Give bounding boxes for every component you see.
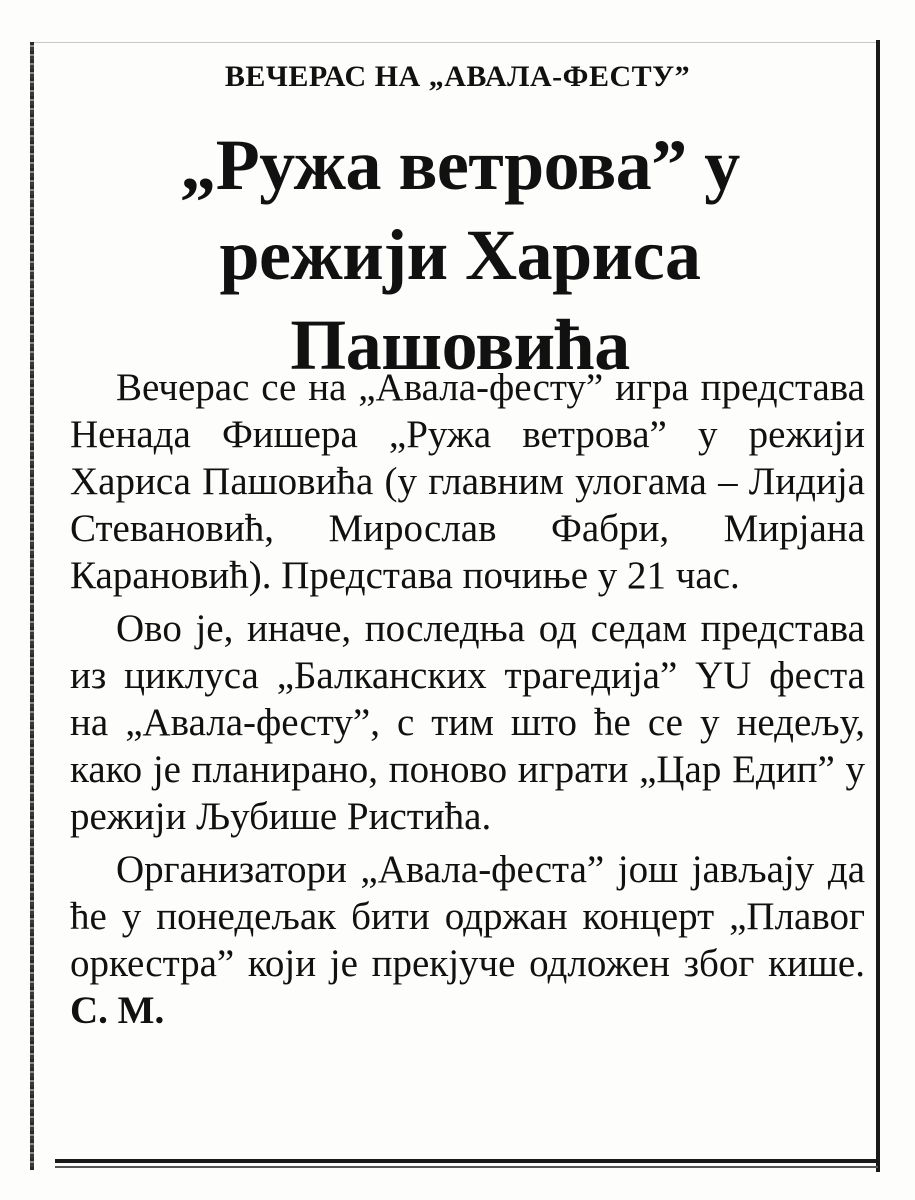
author-signature: С. М. bbox=[70, 989, 165, 1032]
clipping-bottom-rule-thin bbox=[55, 1166, 878, 1168]
article-paragraph-1: Вечерас се на „Авала-фесту” игра представа Ненада Фишера „Ружа ветрова” у режији Хариса Пашовића (у главним улогама – Лидија Стевановић, Мирослав Фабри, Мирјана Карановић). Представа почиње у 21 час. bbox=[70, 366, 865, 597]
article-kicker: ВЕЧЕРАС НА „АВАЛА-ФЕСТУ” bbox=[224, 60, 691, 93]
clipping-bottom-rule bbox=[55, 1159, 878, 1163]
article-paragraph-2: Ово је, иначе, последња од седам представа из циклуса „Балканских трагедија” YU феста на „Авала-фесту”, с тим што ће се у недељу, како је планирано, поново играти „Цар Едип” у режији Љубише Ристића. bbox=[70, 607, 865, 838]
article-paragraph-3-text: Организатори „Авала-феста” још јављају да ће у понедељак бити одржан концерт „Плавог оркестра” који је прекјуче одложен због кише. bbox=[70, 848, 865, 985]
article-body bbox=[70, 364, 865, 1034]
clipping-left-edge bbox=[30, 42, 34, 1170]
article-headline: „Ружа ветрова” у режији Хариса Пашовића bbox=[180, 125, 740, 385]
clipping-right-rule bbox=[876, 40, 880, 1172]
article-paragraph-3 bbox=[70, 846, 865, 1034]
clipping-top-edge bbox=[32, 42, 878, 43]
